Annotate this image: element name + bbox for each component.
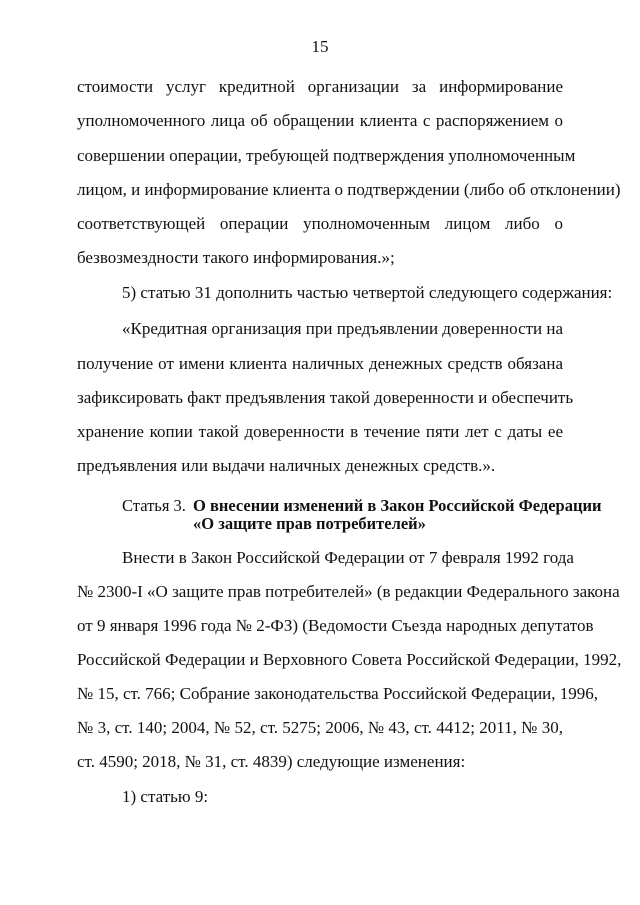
article-label: Статья 3. — [122, 496, 186, 515]
article-title-line1: О внесении изменений в Закон Российской Федерации — [193, 496, 602, 515]
paragraph-line: Российской Федерации и Верховного Совета Российской Федерации, 1992, — [77, 650, 622, 669]
quote-line: предъявления или выдачи наличных денежных средств.». — [77, 456, 496, 475]
quote-line: «Кредитная организация при предъявлении доверенности на — [122, 319, 564, 338]
paragraph-line: стоимости услуг кредитной организации за информирование — [77, 77, 563, 96]
paragraph-line: соответствующей операции уполномоченным лицом либо о — [77, 214, 563, 233]
list-item-5: 5) статью 31 дополнить частью четвертой следующего содержания: — [122, 283, 613, 302]
paragraph-line: ст. 4590; 2018, № 31, ст. 4839) следующие изменения: — [77, 752, 466, 771]
page-number: 15 — [311, 37, 329, 56]
paragraph-line: № 15, ст. 766; Собрание законодательства Российской Федерации, 1996, — [77, 684, 599, 703]
list-item-1: 1) статью 9: — [122, 787, 209, 806]
quote-line: зафиксировать факт предъявления такой доверенности и обеспечить — [77, 388, 574, 407]
quote-line: получение от имени клиента наличных денежных средств обязана — [77, 354, 563, 373]
quote-line: хранение копии такой доверенности в течение пяти лет с даты ее — [77, 422, 563, 441]
paragraph-line: совершении операции, требующей подтверждения уполномоченным — [77, 146, 576, 165]
paragraph-line: безвозмездности такого информирования.»; — [77, 248, 395, 267]
paragraph-line: уполномоченного лица об обращении клиента с распоряжением о — [77, 111, 563, 130]
paragraph-line: лицом, и информирование клиента о подтверждении (либо об отклонении) — [77, 180, 621, 199]
paragraph-line: от 9 января 1996 года № 2-ФЗ) (Ведомости Съезда народных депутатов — [77, 616, 594, 635]
article-title-line2: «О защите прав потребителей» — [193, 514, 426, 533]
paragraph-line: Внести в Закон Российской Федерации от 7 февраля 1992 года — [122, 548, 574, 567]
paragraph-line: № 2300-I «О защите прав потребителей» (в редакции Федерального закона — [77, 582, 620, 601]
paragraph-line: № 3, ст. 140; 2004, № 52, ст. 5275; 2006, № 43, ст. 4412; 2011, № 30, — [77, 718, 563, 737]
